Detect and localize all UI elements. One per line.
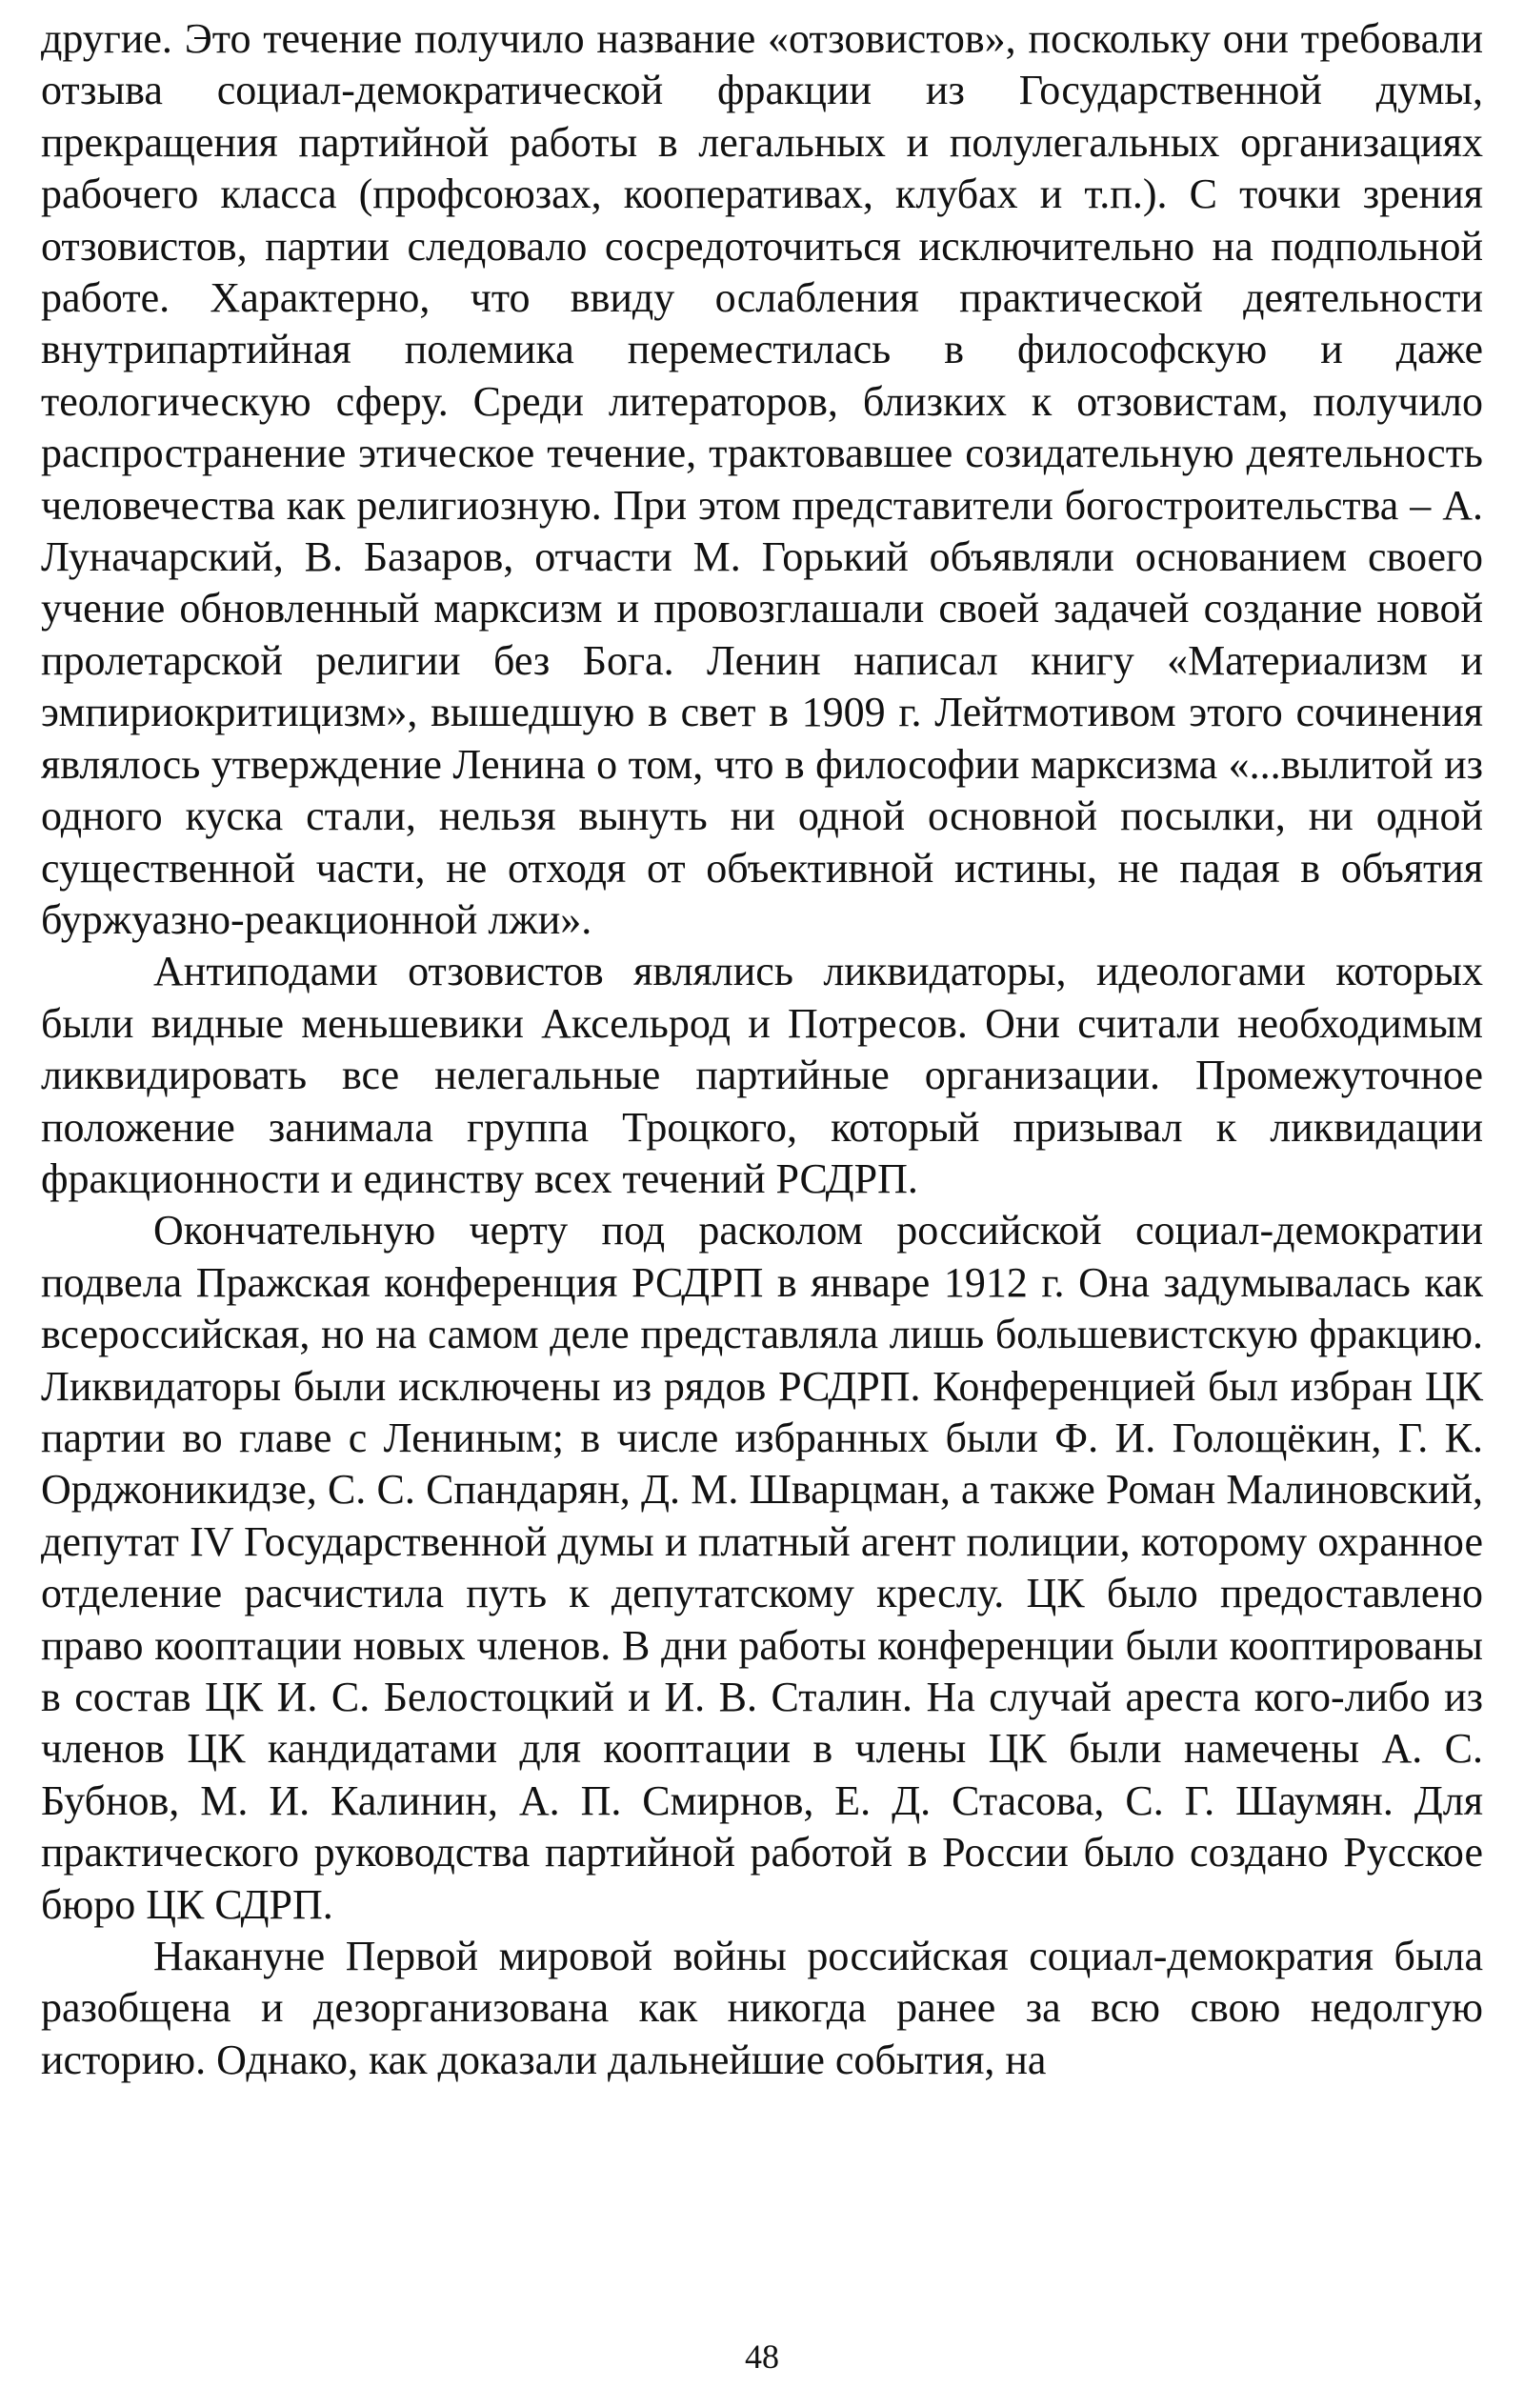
paragraph-2: Антиподами отзовистов являлись ликвидаторы, идеологами которых были видные меньшевики Аксельрод и Потресов. Они считали необходимым ликвидировать все нелегальные партийные организации. Промежуточное положение занимала группа Троцкого, который призывал к ликвидации фракционности и единству всех течений РСДРП. (41, 948, 1483, 1202)
paragraph-4: Накануне Первой мировой войны российская социал-демократия была разобщена и дезорганизована как никогда ранее за всю свою недолгую историю. Однако, как доказали дальнейшие события, на (41, 1933, 1483, 2083)
page-number: 48 (745, 2338, 779, 2376)
paragraph-1: другие. Это течение получило название «отзовистов», поскольку они требовали отзыва социал-демократической фракции из Государственной думы, прекращения партийной работы в легальных и полулегальных организациях рабочего класса (профсоюзах, кооперативах, клубах и т.п.). С точки зрения отзовистов, партии следовало сосредоточиться исключительно на подпольной работе. Характерно, что ввиду ослабления практической деятельности внутрипартийная полемика переместилась в философскую и даже теологическую сферу. Среди литераторов, близких к отзовистам, получило распространение этическое течение, трактовавшее созидательную деятельность человечества как религиозную. При этом представители богостроительства – А. Луначарский, В. Базаров, отчасти М. Горький объявляли основанием своего учение обновленный марксизм и провозглашали своей задачей создание новой пролетарской религии без Бога. Ленин написал книгу «Материализм и эмпириокритицизм», вышедшую в свет в 1909 г. Лейтмотивом этого сочинения являлось утверждение Ленина о том, что в философии марксизма «...вылитой из одного куска стали, нельзя вынуть ни одной основной посылки, ни одной существенной части, не отходя от объективной истины, не падая в объятия буржуазно-реакционной лжи». (41, 15, 1483, 943)
body-text (41, 13, 1483, 2086)
paragraph-3: Окончательную черту под расколом российской социал-демократии подвела Пражская конференция РСДРП в январе 1912 г. Она задумывалась как всероссийская, но на самом деле представляла лишь большевистскую фракцию. Ликвидаторы были исключены из рядов РСДРП. Конференцией был избран ЦК партии во главе с Лениным; в числе избранных были Ф. И. Голощёкин, Г. К. Орджоникидзе, С. С. Спандарян, Д. М. Шварцман, а также Роман Малиновский, депутат IV Государственной думы и платный агент полиции, которому охранное отделение расчистила путь к депутатскому креслу. ЦК было предоставлено право кооптации новых членов. В дни работы конференции были кооптированы в состав ЦК И. С. Белостоцкий и И. В. Сталин. На случай ареста кого-либо из членов ЦК кандидатами для кооптации в члены ЦК были намечены А. С. Бубнов, М. И. Калинин, А. П. Смирнов, Е. Д. Стасова, С. Г. Шаумян. Для практического руководства партийной работой в России было создано Русское бюро ЦК СДРП. (41, 1207, 1483, 1928)
